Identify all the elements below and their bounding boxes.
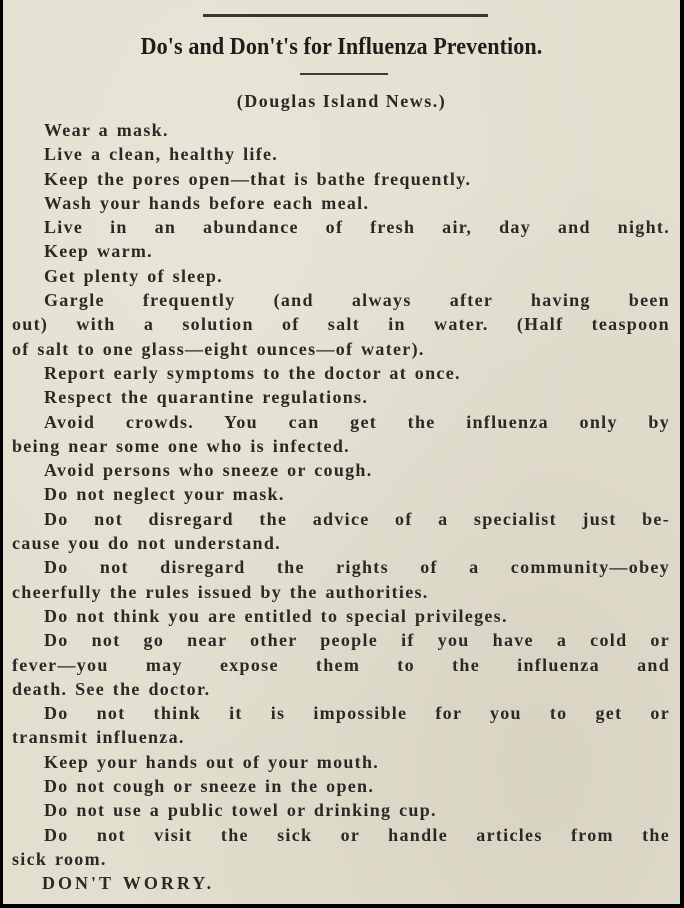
article-line: Respect the quarantine regulations. — [44, 387, 369, 408]
article-line: Report early symptoms to the doctor at once. — [44, 362, 461, 383]
article-line: Live a clean, healthy life. — [44, 144, 279, 165]
article-line: being near some one who is infected. — [12, 435, 350, 456]
article-line: death. See the doctor. — [12, 678, 211, 699]
article-line: out) with a solution of salt in water. (Half teaspoon — [12, 314, 670, 335]
newspaper-clipping — [3, 0, 680, 904]
article-line: Do not cough or sneeze in the open. — [44, 776, 375, 797]
article-line: Keep the pores open—that is bathe frequently. — [44, 168, 472, 189]
article-line: Wash your hands before each meal. — [44, 192, 370, 213]
article-line: Do not think you are entitled to special privileges. — [44, 605, 508, 626]
headline-rule — [300, 73, 388, 75]
headline: Do's and Don't's for Influenza Prevention. — [140, 34, 543, 60]
article-line: Do not disregard the advice of a specialist just be- — [44, 508, 670, 529]
article-line: Do not neglect your mask. — [44, 484, 285, 505]
article-line: Gargle frequently (and always after having been — [44, 290, 670, 311]
article-line: cheerfully the rules issued by the authorities. — [12, 581, 429, 602]
article-line: Do not think it is impossible for you to get or — [44, 703, 670, 724]
article-line: Do not disregard the rights of a community—obey — [44, 557, 670, 578]
article-line: Live in an abundance of fresh air, day and night. — [44, 217, 670, 238]
article-line: sick room. — [12, 848, 107, 869]
article-line: of salt to one glass—eight ounces—of water). — [12, 338, 425, 359]
top-rule — [203, 14, 488, 17]
article-line: Do not visit the sick or handle articles from the — [44, 824, 670, 845]
article-line: Get plenty of sleep. — [44, 265, 223, 286]
article-line: fever—you may expose them to the influenza and — [12, 654, 670, 675]
article-line: Keep your hands out of your mouth. — [44, 751, 380, 772]
closing-line: DON'T WORRY. — [42, 873, 215, 894]
article-line: cause you do not understand. — [12, 533, 281, 554]
article-line: Do not use a public towel or drinking cup. — [44, 800, 437, 821]
source-credit: (Douglas Island News.) — [236, 91, 447, 111]
article-body — [12, 118, 670, 896]
article-line: Keep warm. — [44, 241, 153, 262]
article-line: Do not go near other people if you have a cold or — [44, 630, 670, 651]
article-line: Avoid persons who sneeze or cough. — [44, 460, 373, 481]
article-line: transmit influenza. — [12, 727, 185, 748]
article-line: Avoid crowds. You can get the influenza only by — [44, 411, 670, 432]
article-line: Wear a mask. — [44, 120, 169, 140]
